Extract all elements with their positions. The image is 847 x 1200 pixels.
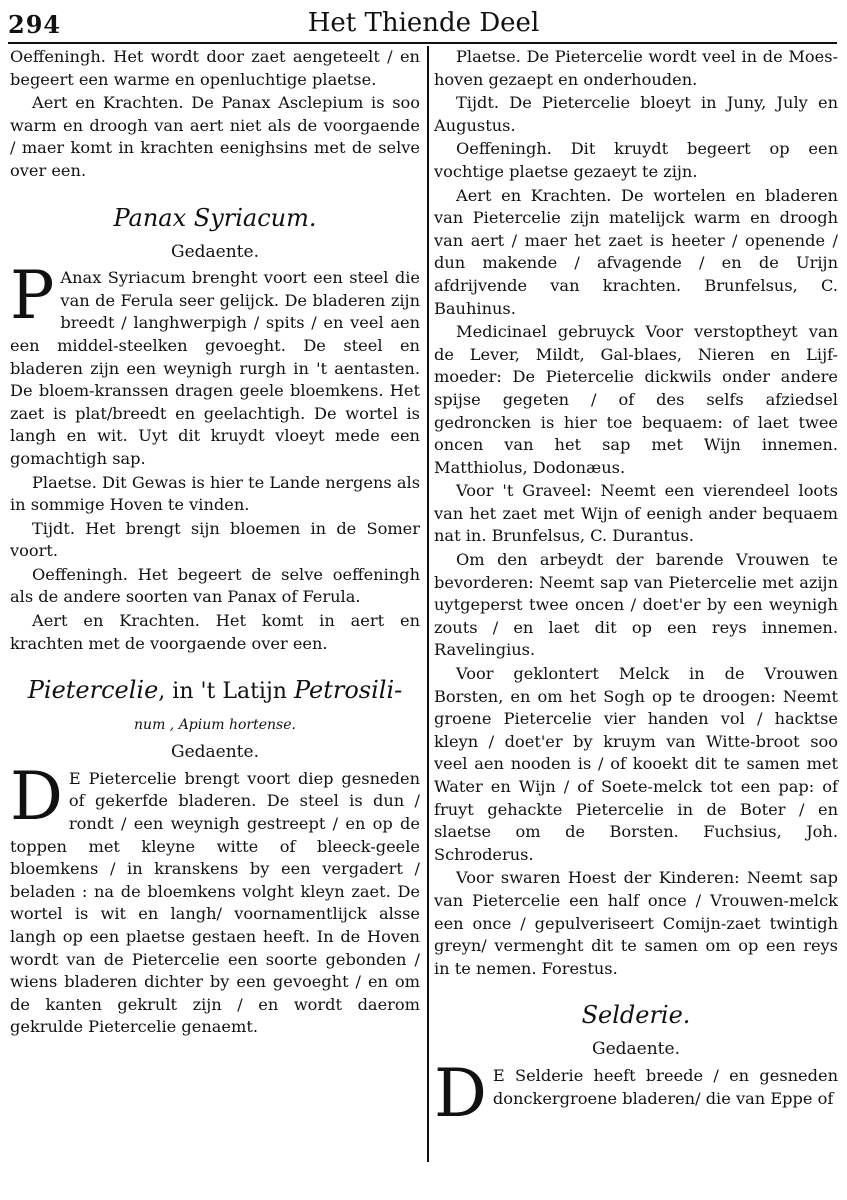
paragraph-with-dropcap	[10, 257, 420, 470]
paragraph: Aert en Krachten. De wortelen en bladeren van Pietercelie zijn matelijck warm en droogh van aert / maer het zaet is heeter / openende / dun makende / afvagende / en de Urijn afdrijvende van krachten. Brunfelsus, C. Bauhinus.	[434, 185, 838, 318]
paragraph: Plaetse. De Pietercelie wordt veel in de Moes-hoven gezaept en onderhouden.	[434, 47, 838, 89]
drop-cap: P	[10, 257, 55, 335]
drop-cap: D	[10, 757, 63, 835]
paragraph: Plaetse. Dit Gewas is hier te Lande nergens als in sommige Hoven te vinden.	[10, 472, 420, 515]
paragraph: Voor 't Graveel: Neemt een vierendeel loots van het zaet met Wijn of eenigh ander bequaem nat in. Brunfelsus, C. Durantus.	[434, 481, 838, 546]
section-title	[10, 675, 420, 707]
paragraph: Tijdt. Het brengt sijn bloemen in de Somer voort.	[10, 518, 420, 561]
section-title-latin: Petrosili-	[293, 676, 403, 705]
header-rule	[8, 42, 837, 44]
page-number: 294	[8, 10, 62, 39]
paragraph: Aert en Krachten. De Panax Asclepium is soo warm en droogh van aert niet als de voorgaende / maer komt in krachten eenighsins met de selve over een.	[10, 93, 420, 180]
paragraph-text: E Pietercelie brengt voort diep gesneden of gekerfde bladeren. De steel is dun / rondt / een weynigh gestreept / en op de toppen met kleyne witte of bleeck-geele bloemkens / in kranskens by een vergadert / beladen : na de bloemkens volght kleyn zaet. De wortel is wit en langh/ voornamentlijck alsse langh op een plaetse gestaen heeft. In de Hoven wordt van de Pietercelie een soorte gebonden / wiens bladeren dichter by een gevoeght / en om de kanten gekrult zijn / en wordt daerom gekrulde Pietercelie genaemt.	[10, 768, 420, 1037]
page-header	[8, 6, 839, 42]
paragraph: Voor swaren Hoest der Kinderen: Neemt sap van Pietercelie een half once / Vrouwen-melck een once / gepulveriseert Comijn-zaet twintigh greyn/ vermenght dit te samen om op een reys in te nemen. Forestus.	[434, 868, 838, 978]
subheading: Gedaente.	[171, 742, 259, 763]
paragraph-with-dropcap	[434, 1054, 838, 1132]
running-head: Het Thiende Deel	[307, 8, 540, 38]
paragraph: Om den arbeydt der barende Vrouwen te bevorderen: Neemt sap van Pietercelie met azijn uytgeperst twee oncen / doet'er by een weynigh zouts / en laet dit op een reys innemen. Ravelingius.	[434, 550, 838, 660]
paragraph: Oeffeningh. Het begeert de selve oeffeningh als de andere soorten van Panax of Ferula.	[10, 564, 420, 607]
column-divider	[427, 46, 429, 1162]
paragraph-text: E Selderie heeft breede / en gesneden donckergroene bladeren/ die van Eppe of	[492, 1065, 838, 1108]
paragraph: Tijdt. De Pietercelie bloeyt in Juny, July en Augustus.	[434, 93, 838, 135]
paragraph: Voor geklontert Melck in de Vrouwen Borsten, en om het Sogh op te droogen: Neemt groene Pietercelie vier handen vol / hacktse kleyn / doet'er by kruym van Witte-broot soo veel aen nooden is / of kooekt dit te samen met Water en Wijn / of Soete-melck tot een pap: of fruyt gehackte Pietercelie in de Boter / en slaetse om de Borsten. Fuchsius, Joh. Schroderus.	[434, 664, 838, 864]
section-title: Selderie.	[581, 1001, 691, 1030]
paragraph-with-dropcap	[10, 757, 420, 1039]
paragraph: Aert en Krachten. Het komt in aert en krachten met de voorgaende over een.	[10, 611, 420, 653]
paragraph: Oeffeningh. Dit kruydt begeert op een vochtige plaetse gezaeyt te zijn.	[434, 139, 838, 181]
right-column	[434, 46, 838, 1132]
section-title-note: , in 't Latijn	[158, 679, 294, 705]
paragraph: Medicinael gebruyck Voor verstoptheyt van de Lever, Mildt, Gal-blaes, Nieren en Lijf-moeder: De Pietercelie dickwils onder andere spijse gegeten / of des selfs afziedsel gedroncken is hier toe bequaem: of laet twee oncen van het sap met Wijn innemen. Matthiolus, Dodonæus.	[434, 322, 838, 477]
section-title-main: Pietercelie	[27, 676, 159, 705]
paragraph: Oeffeningh. Het wordt door zaet aengeteelt / en begeert een warme en openluchtige plaetse.	[10, 47, 420, 89]
left-column	[10, 46, 420, 1039]
subheading: Gedaente.	[171, 241, 259, 262]
section-title: Panax Syriacum.	[113, 203, 317, 232]
paragraph-text: Anax Syriacum brenght voort een steel die van de Ferula seer gelijck. De bladeren zijn breedt / langhwerpigh / spits / en veel aen een middel-steelken gevoeght. De steel en bladeren zijn een weynigh rurgh in 't aentasten. De bloem-kranssen dragen geele bloemkens. Het zaet is plat/breedt en geelachtigh. De wortel is langh en wit. Uyt dit kruydt vloeyt mede een gomachtigh sap.	[10, 268, 420, 468]
subheading: Gedaente.	[592, 1039, 680, 1060]
drop-cap: D	[434, 1054, 487, 1132]
section-subtitle: num , Apium hortense.	[134, 717, 296, 734]
